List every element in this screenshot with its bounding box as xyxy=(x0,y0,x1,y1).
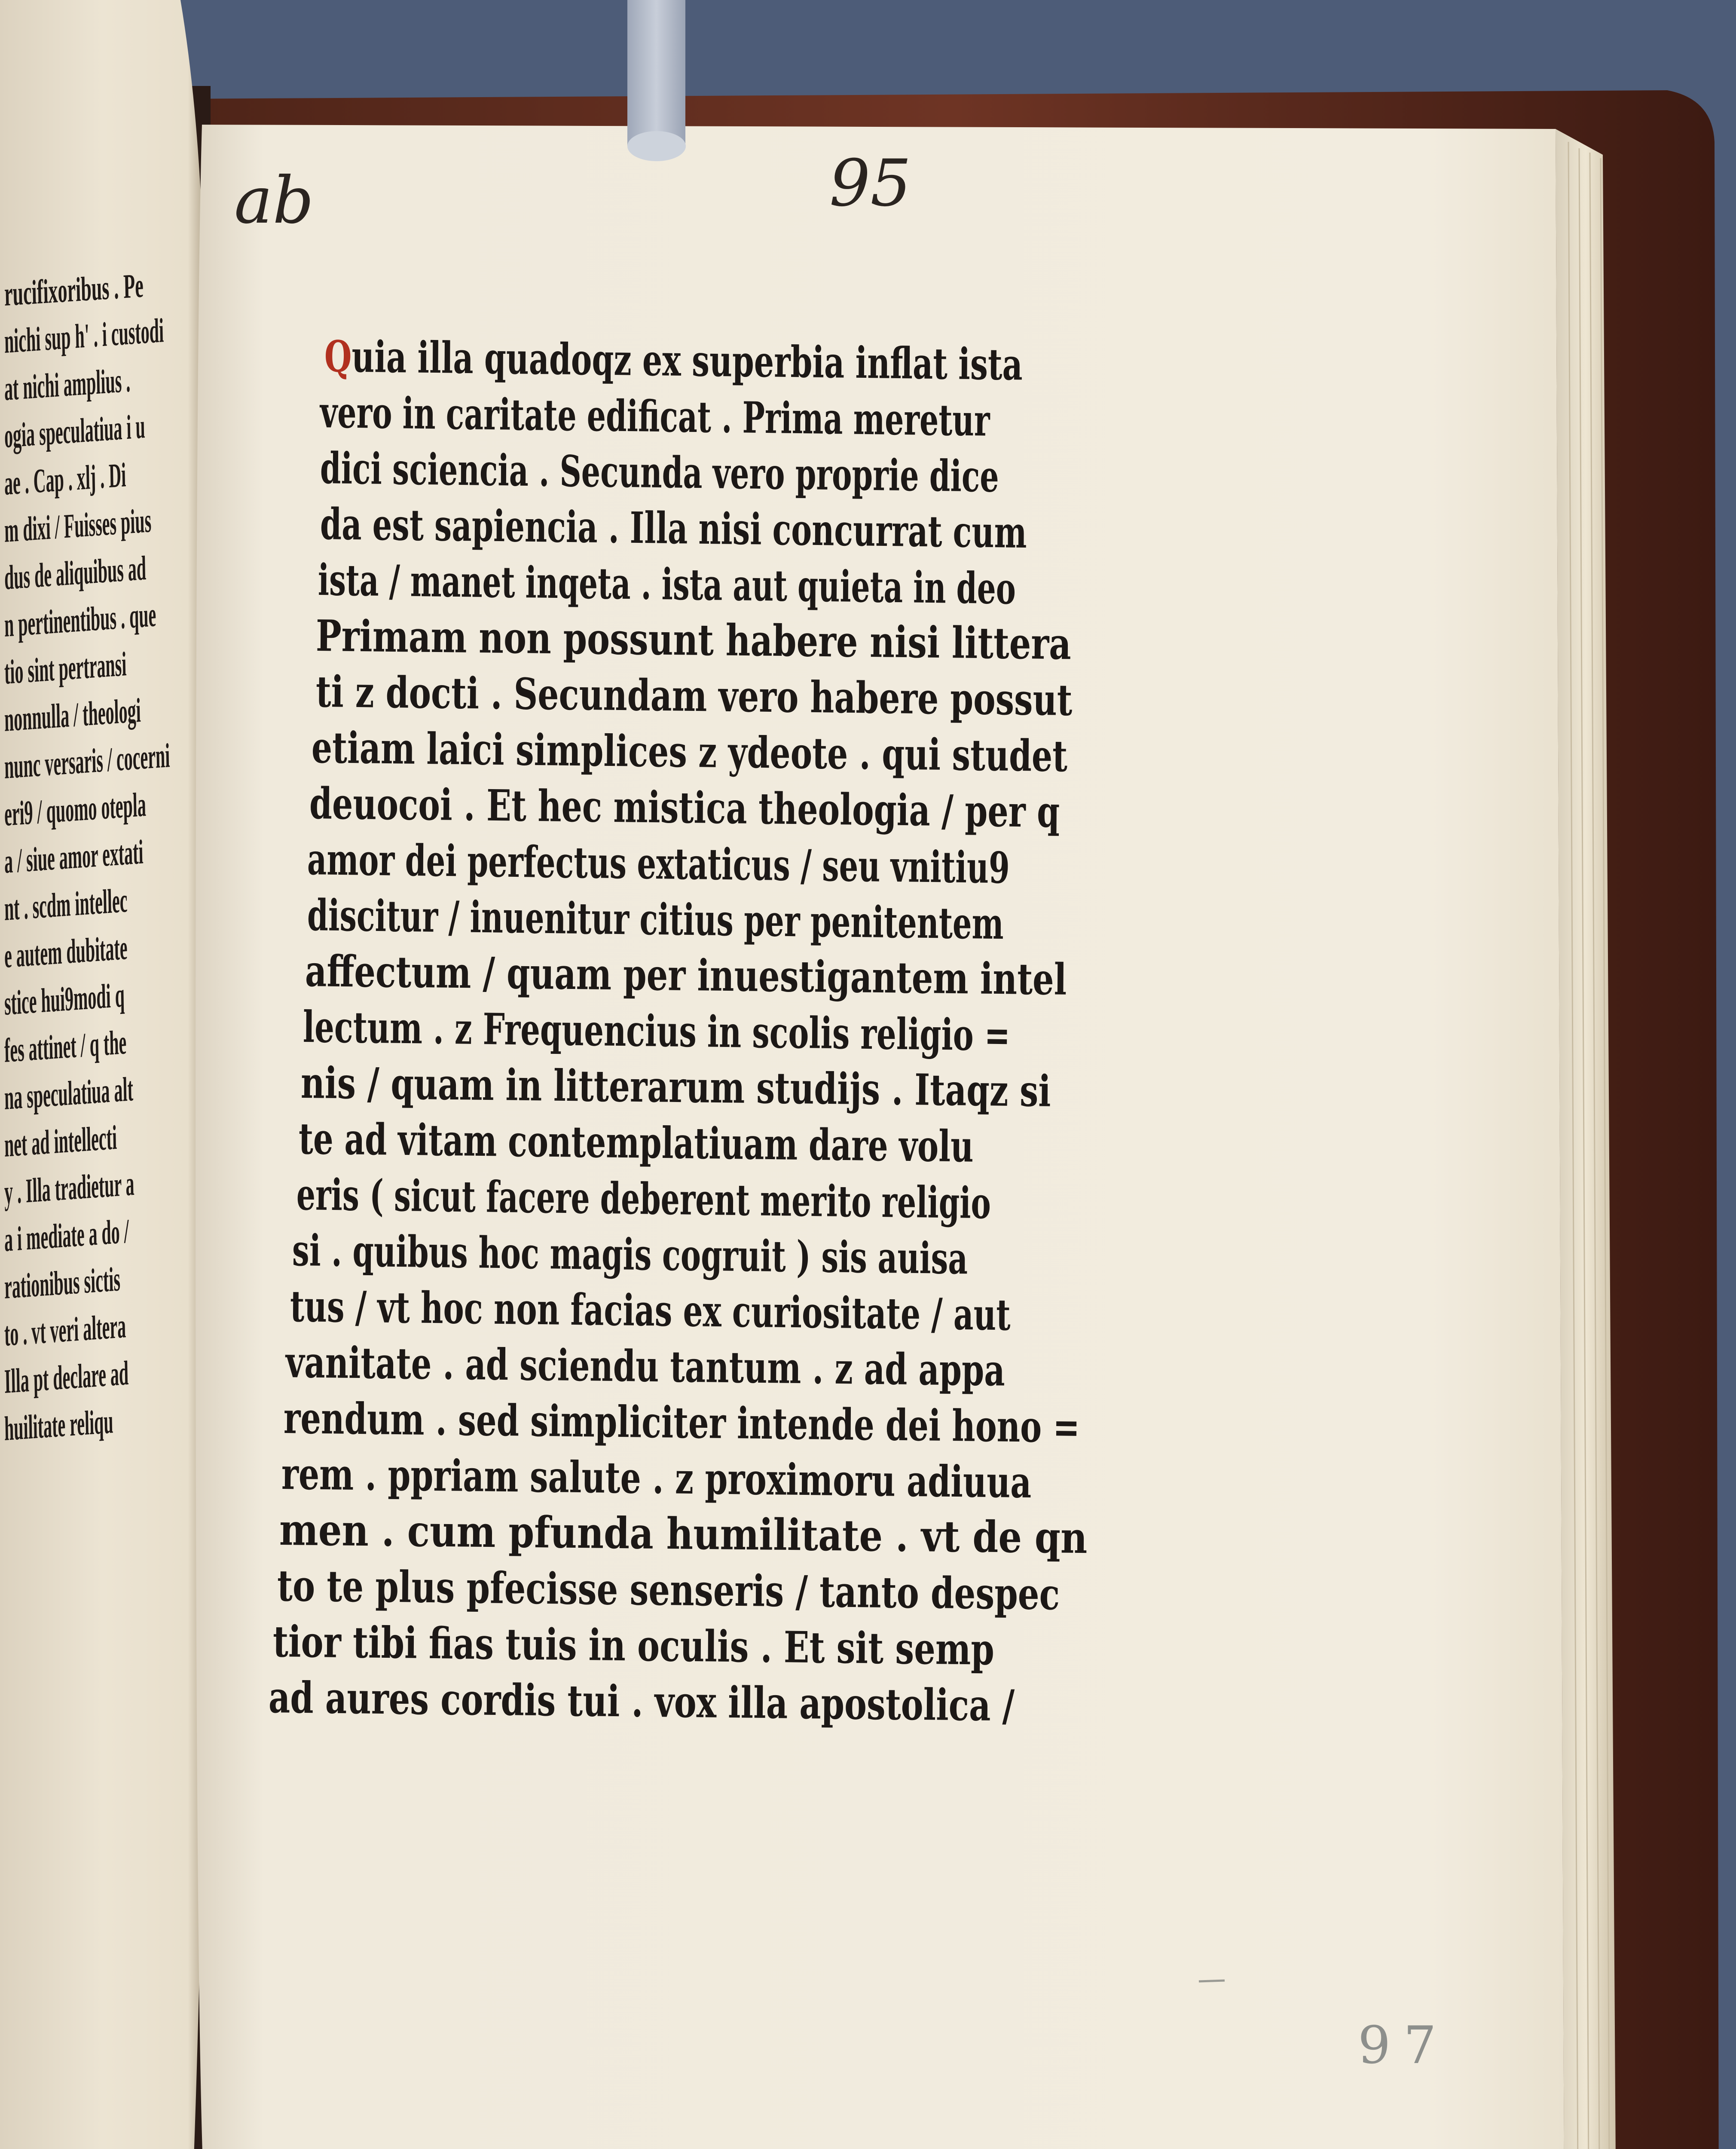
text-line: tus / vt hoc non facias ex curiositate / aut xyxy=(290,1281,1011,1341)
left-line: fes attinet / q the xyxy=(4,1023,127,1070)
left-line: nichi sup h' . i custodi xyxy=(4,312,164,361)
left-line: nt . scdm intellec xyxy=(4,882,128,928)
left-line: na speculatiua alt xyxy=(4,1070,134,1117)
folio-number-handwritten: 95 xyxy=(829,146,911,221)
text-line: da est sapiencia . Illa nisi concurrat cum xyxy=(320,499,1027,558)
text-line: rem . ppriam salute . z proximoru adiuua xyxy=(281,1448,1032,1508)
text-line: Primam non possunt habere nisi littera xyxy=(315,610,1072,670)
left-line: net ad intellecti xyxy=(4,1118,117,1164)
text-line: amor dei perfectus extaticus / seu vnitiu9 xyxy=(307,834,1010,894)
left-line: dus de aliquibus ad xyxy=(4,549,147,597)
left-line: to . vt veri altera xyxy=(4,1307,126,1353)
text-line: vanitate . ad sciendu tantum . z ad appa xyxy=(285,1337,1006,1396)
text-line: affectum / quam per inuestigantem intel xyxy=(305,946,1067,1005)
left-line: huilitate reliqu xyxy=(4,1402,114,1448)
text-line: rendum . sed simpliciter intende dei hono = xyxy=(283,1393,1080,1453)
left-line: m dixi / Fuisses pius xyxy=(4,502,152,550)
left-line-rubric: ogia speculatiua i u xyxy=(4,407,146,455)
marginal-handwriting: ab xyxy=(234,163,314,238)
text-line: lectum . z Frequencius in scolis religio = xyxy=(303,1001,1011,1061)
text-line: deuocoi . Et hec mistica theologia / per q xyxy=(309,778,1060,838)
text-line: ista / manet inqeta . ista aut quieta in deo xyxy=(318,554,1016,614)
text-line: etiam laici simplices z ydeote . qui studet xyxy=(311,722,1068,782)
text-line: ad aures cordis tui . vox illa apostolica / xyxy=(268,1672,1015,1731)
left-line: nunc versaris / cocerni xyxy=(4,737,171,786)
text-line: to te plus pfecisse senseris / tanto despec xyxy=(277,1560,1060,1620)
top-holding-strap xyxy=(627,0,685,146)
left-line: e autem dubitate xyxy=(4,929,128,975)
left-line: at nichi amplius . xyxy=(4,361,131,408)
text-line-body: uia illa quadoqz ex superbia inflat ista xyxy=(351,331,1023,390)
text-line: men . cum pfunda humilitate . vt de qn xyxy=(279,1504,1088,1564)
left-line: n pertinentibus . que xyxy=(4,596,156,644)
text-line: eris ( sicut facere deberent merito religio xyxy=(296,1169,991,1229)
text-line: dici sciencia . Secunda vero proprie dice xyxy=(320,443,999,502)
left-line: y . Illa tradietur a xyxy=(4,1164,135,1212)
left-line: Illa pt declare ad xyxy=(4,1354,129,1401)
rubric-initial: Q xyxy=(324,331,352,382)
text-line: te ad vitam contemplatiuam dare volu xyxy=(298,1113,974,1172)
text-line: tior tibi fias tuis in oculis . Et sit semp xyxy=(272,1616,995,1675)
text-line: nis / quam in litterarum studijs . Itaqz si xyxy=(300,1057,1051,1117)
text-line: discitur / inuenitur citius per penitentem xyxy=(307,890,1004,949)
left-line: eri9 / quomo otepla xyxy=(4,785,147,833)
text-line: si . quibus hoc magis cogruit ) sis auisa xyxy=(292,1225,968,1284)
left-line: a i mediate a do / xyxy=(4,1212,129,1259)
left-line: rucifixoribus . Pe xyxy=(4,266,144,313)
text-line: ti z docti . Secundam vero habere possut xyxy=(315,666,1073,726)
left-line: rationibus sictis xyxy=(4,1260,121,1306)
pencil-page-number: 97 xyxy=(1358,2016,1449,2076)
left-line: tio sint pertransi xyxy=(4,645,127,692)
text-line xyxy=(324,331,1023,390)
left-line: nonnulla / theologi xyxy=(4,691,141,739)
left-line: stice hui9modi q xyxy=(4,976,125,1022)
text-line: vero in caritate edificat . Prima meretur xyxy=(320,387,990,446)
left-line-rubric: ae . Cap . xlj . Di xyxy=(4,456,126,502)
left-line: a / siue amor extati xyxy=(4,833,144,881)
